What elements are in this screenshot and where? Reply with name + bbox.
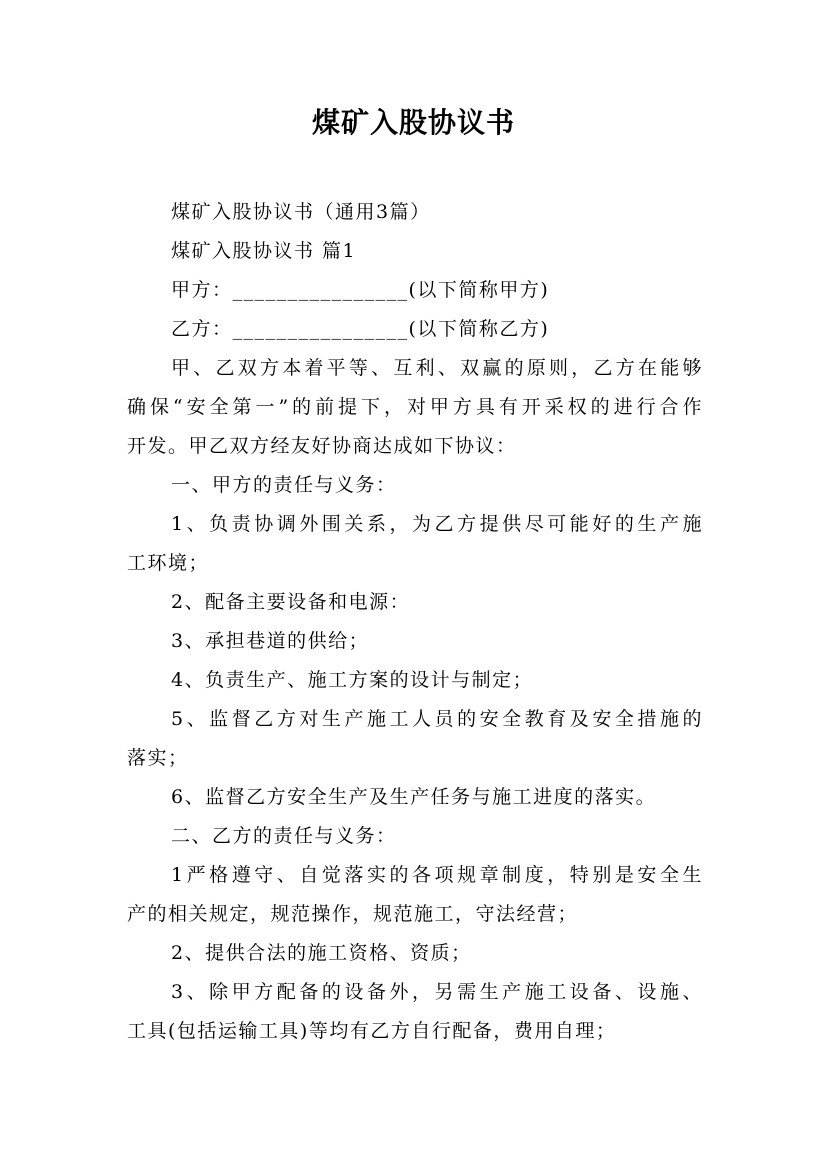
document-title: 煤矿入股协议书: [311, 106, 515, 139]
party-b-line: 乙方：________________(以下简称乙方): [171, 318, 550, 340]
section-heading: 煤矿入股协议书 篇1: [171, 240, 357, 262]
paragraph-line: 确保“安全第一”的前提下，对甲方具有开采权的进行合作: [127, 396, 703, 418]
subtitle-line: 煤矿入股协议书（通用3篇）: [171, 201, 431, 223]
clause-line: 工具(包括运输工具)等均有乙方自行配备，费用自理；: [127, 1020, 617, 1042]
clause-line: 落实；: [127, 747, 189, 769]
clause-line: 6、监督乙方安全生产及生产任务与施工进度的落实。: [171, 786, 657, 808]
clause-line: 3、除甲方配备的设备外，另需生产施工设备、设施、: [171, 981, 703, 1003]
clause-line: 1、负责协调外围关系，为乙方提供尽可能好的生产施: [171, 513, 703, 535]
clause-line: 1严格遵守、自觉落实的各项规章制度，特别是安全生: [171, 864, 703, 886]
party-a-line: 甲方：________________(以下简称甲方): [171, 279, 550, 301]
clause-line: 2、提供合法的施工资格、资质；: [171, 942, 472, 964]
clause-line: 产的相关规定，规范操作，规范施工，守法经营；: [127, 903, 579, 925]
clause-line: 工环境；: [127, 552, 210, 574]
clause-heading: 二、乙方的责任与义务：: [171, 825, 397, 847]
document-body: [127, 193, 703, 1051]
clause-line: 4、负责生产、施工方案的设计与制定；: [171, 669, 534, 691]
clause-line: 2、配备主要设备和电源：: [171, 591, 411, 613]
paragraph-line: 甲、乙双方本着平等、互利、双赢的原则，乙方在能够: [171, 357, 703, 379]
paragraph-line: 开发。甲乙双方经友好协商达成如下协议：: [127, 435, 517, 457]
clause-line: 5、监督乙方对生产施工人员的安全教育及安全措施的: [171, 708, 703, 730]
clause-heading: 一、甲方的责任与义务：: [171, 474, 397, 496]
clause-line: 3、承担巷道的供给；: [171, 630, 370, 652]
